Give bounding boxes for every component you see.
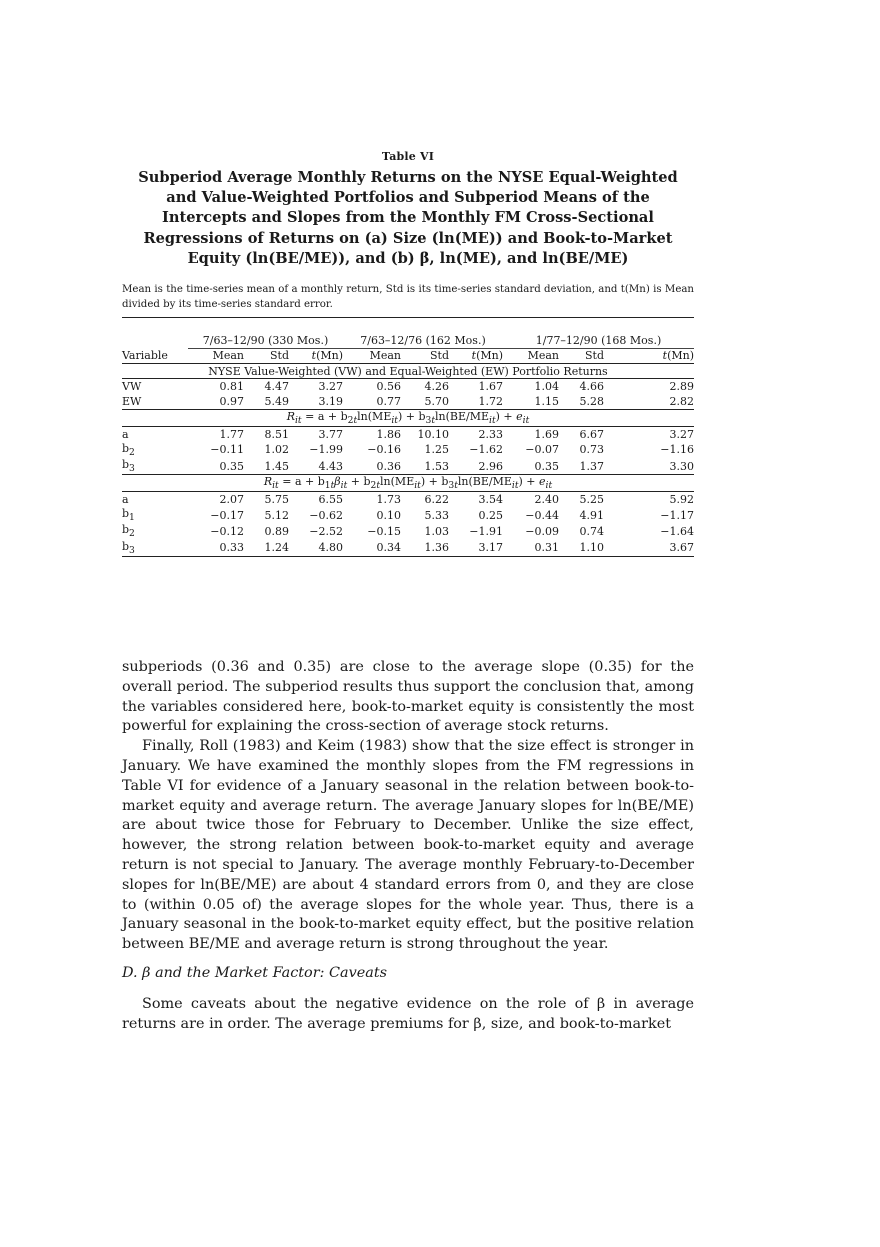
value-cell: 5.33 [424,508,449,522]
value-cell: 3.19 [289,394,343,409]
col-header: Mean [527,349,559,363]
value-cell: 5.75 [264,493,289,507]
table-note: Mean is the time-series mean of a monthly return, Std is its time-series standard deviation, and t(Mn) is Mean divided by its time-series standard error. [122,284,694,310]
value-cell: 0.35 [188,458,244,475]
col-header: Std [430,349,449,363]
value-cell: 8.51 [264,427,289,441]
value-cell: 0.89 [264,524,289,538]
value-cell: 1.10 [559,540,604,557]
value-cell: 2.07 [219,493,244,507]
value-cell: 0.25 [478,508,503,522]
value-cell: 1.53 [401,458,449,475]
value-cell: 3.77 [318,427,343,441]
value-cell: −1.64 [660,524,694,538]
table-row [122,492,694,507]
value-cell: 0.31 [503,540,559,557]
equation-size-btm: $R_{it} = a + b_{2t}\ln(ME_{it}) + b_{3t}\ln(BE/ME_{it}) + e_{it}$ [122,409,694,426]
paragraph: subperiods (0.36 and 0.35) are close to the average slope (0.35) for the overall period. The subperiod results thus support the conclusion that, among the variables considered here, book-to-market equity is consistently the most powerful for explaining the cross-section of average stock returns. [122,659,694,735]
value-cell: 0.10 [376,508,401,522]
value-cell: 5.12 [264,508,289,522]
value-cell: −0.12 [210,524,244,538]
value-cell: 3.67 [604,540,694,557]
value-cell: 4.66 [579,380,604,394]
value-cell: 5.70 [401,394,449,409]
value-cell: 0.34 [343,540,401,557]
value-cell: 5.25 [579,493,604,507]
table-row [122,507,694,523]
value-cell: −0.44 [525,508,559,522]
value-cell: 1.67 [478,380,503,394]
value-cell: 1.69 [534,427,559,441]
value-cell: 0.35 [503,458,559,475]
section2-rows [122,426,694,474]
value-cell: 3.54 [478,493,503,507]
value-cell: 1.37 [559,458,604,475]
value-cell: −1.17 [660,508,694,522]
period-header: 7/63–12/90 (330 Mos.) [188,333,343,348]
period-header: 1/77–12/90 (168 Mos.) [503,333,694,348]
value-cell: 1.24 [244,540,289,557]
value-cell: 1.73 [376,493,401,507]
table-row [122,426,694,441]
value-cell: 5.28 [559,394,604,409]
table-row [122,394,694,409]
value-cell: 3.30 [604,458,694,475]
variable-cell: $b_2$ [122,523,135,540]
value-cell: −2.52 [309,524,343,538]
value-cell: 0.74 [579,524,604,538]
value-cell: 1.03 [424,524,449,538]
value-cell: 1.77 [219,427,244,441]
table-row [122,379,694,394]
value-cell: 2.96 [449,458,503,475]
value-cell: 4.43 [289,458,343,475]
value-cell: 5.49 [244,394,289,409]
section-heading: NYSE Value-Weighted (VW) and Equal-Weighted (EW) Portfolio Returns [122,363,694,378]
value-cell: 4.80 [289,540,343,557]
value-cell: −0.62 [309,508,343,522]
variable-cell: $b_2$ [122,441,135,458]
value-cell: −0.16 [367,443,401,457]
value-cell: 0.97 [188,394,244,409]
table-row [122,523,694,539]
value-cell: 3.17 [449,540,503,557]
variable-cell: VW [122,380,142,394]
table-title: Subperiod Average Monthly Returns on the NYSE Equal-Weighted and Value-Weighted Portfolios and Subperiod Means of the Intercepts and Slopes from the Monthly FM Cross-Sectional Regressions of Returns on (a) Size (ln(ME)) and Book-to-Market Equity (ln(BE/ME)), and (b) β, ln(ME), and ln(BE/ME) [138,169,678,267]
section-heading [122,475,694,492]
paragraph: Some caveats about the negative evidence on the role of β in average returns are in order. The average premiums for β, size, and book-to-market [122,996,694,1032]
value-cell: −1.62 [469,443,503,457]
variable-cell: EW [122,394,188,409]
value-cell: 1.72 [449,394,503,409]
col-header: t(Mn) [662,349,694,363]
variable-cell: $b_3$ [122,540,188,557]
value-cell: 0.77 [343,394,401,409]
value-cell: 4.26 [424,380,449,394]
paragraph: Finally, Roll (1983) and Keim (1983) show that the size effect is stronger in January. We have examined the monthly slopes from the FM regressions in Table VI for evidence of a January seasonal in the relation between book-to-market equity and average return. The average January slopes for ln(BE/ME) are about twice those for February to December. Unlike the size effect, however, the strong relation between book-to-market equity and average return is not special to January. The average monthly February-to-December slopes for ln(BE/ME) are about 4 standard errors from 0, and they are close to (within 0.05 of) the average slopes for the whole year. Thus, there is a January seasonal in the book-to-market equity effect, but the positive relation between BE/ME and average return is strong throughout the year. [122,738,694,953]
section-heading [122,409,694,426]
value-cell: 1.04 [534,380,559,394]
results-table [122,317,694,557]
section3-rows [122,492,694,556]
value-cell: −1.91 [469,524,503,538]
table-row [122,458,694,475]
variable-cell: $b_1$ [122,507,135,524]
col-header: Mean [212,349,244,363]
value-cell: −0.15 [367,524,401,538]
value-cell: 10.10 [417,427,449,441]
value-cell: 2.89 [669,380,694,394]
value-cell: −0.09 [525,524,559,538]
value-cell: 2.33 [478,427,503,441]
col-header: Mean [369,349,401,363]
value-cell: 1.36 [401,540,449,557]
value-cell: −1.99 [309,443,343,457]
value-cell: 0.81 [219,380,244,394]
period-header: 7/63–12/76 (162 Mos.) [343,333,503,348]
section-heading-d: D. β and the Market Factor: Caveats [122,965,388,981]
value-cell: 0.73 [579,443,604,457]
value-cell: 3.27 [318,380,343,394]
value-cell: 1.45 [244,458,289,475]
value-cell: 4.91 [579,508,604,522]
value-cell: 1.02 [264,443,289,457]
value-cell: 0.56 [376,380,401,394]
value-cell: 6.22 [424,493,449,507]
value-cell: 5.92 [669,493,694,507]
value-cell: 3.27 [669,427,694,441]
value-cell: −1.16 [660,443,694,457]
value-cell: 1.86 [376,427,401,441]
variable-cell: a [122,493,129,507]
value-cell: 2.82 [604,394,694,409]
variable-cell: a [122,427,129,441]
col-header: Std [270,349,289,363]
col-header: t(Mn) [471,349,503,363]
value-cell: 0.33 [188,540,244,557]
table-row [122,540,694,557]
variable-header: Variable [122,348,168,362]
col-header: t(Mn) [311,349,343,363]
value-cell: −0.07 [525,443,559,457]
value-cell: 6.67 [579,427,604,441]
column-header-row [122,348,694,363]
equation-beta-size-btm: $R_{it} = a + b_{1t}\beta_{it} + b_{2t}\ln(ME_{it}) + b_{3t}\ln(BE/ME_{it}) + e_{it}$ [122,475,694,492]
value-cell: 0.36 [343,458,401,475]
value-cell: −0.11 [210,443,244,457]
value-cell: 6.55 [318,493,343,507]
section1-rows [122,379,694,410]
value-cell: 1.15 [503,394,559,409]
value-cell: −0.17 [210,508,244,522]
table-label: Table VI [381,150,435,163]
variable-cell: $b_3$ [122,458,188,475]
value-cell: 1.25 [424,443,449,457]
value-cell: 4.47 [264,380,289,394]
value-cell: 2.40 [534,493,559,507]
body-text [122,658,694,955]
table-row [122,442,694,458]
col-header: Std [585,349,604,363]
period-header-row [122,333,694,348]
